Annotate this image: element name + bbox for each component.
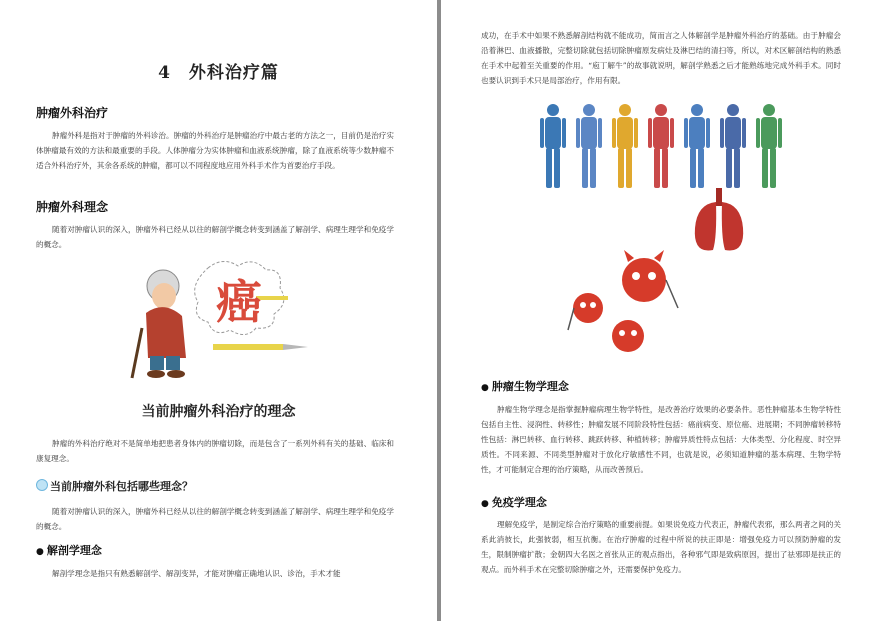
body-figure (720, 104, 746, 188)
body-figure (684, 104, 710, 188)
body-figure (612, 104, 638, 188)
paragraph-anatomy-continued: 成功，在手术中如果不熟悉解剖结构就不能成功，简而言之人体解剖学是肿瘤外科治疗的基础。由于肿瘤会沿着淋巴、血液播散，完整切除就包括切除肿瘤原发病灶及淋巴结的清扫等，所以，对术区解剖结构的熟悉在手术中起着至关重要的作用。“庖丁解牛”的故事就说明，解剖学熟悉之后才能熟练地完成外科手术。同时也要认识到手术只是局部治疗，作用有限。 (481, 31, 841, 85)
body-figure (648, 104, 674, 188)
anatomy-heading: ● 解剖学理念 (36, 542, 102, 558)
illustration-lungs (689, 188, 749, 258)
paragraph-anatomy: 解剖学理念是指只有熟悉解剖学、解剖变异，才能对肿瘤正确地认识、诊治，手术才能 (52, 569, 341, 578)
paragraph-immune: 理解免疫学，是制定综合治疗策略的重要前提。如果说免疫力代表正，肿瘤代表邪，那么两者之间的关系此消彼长，此强彼弱，相互抗衡。在治疗肿瘤的过程中所说的扶正即是：增强免疫力可以预防肿瘤的发生，限制肿瘤扩散；金朝四大名医之首张从正的观点指出，各种邪气即是致病原因，提出了祛邪即是扶正的观点。而外科手术在完整切除肿瘤之外，还需要保护免疫力。 (481, 520, 841, 574)
body-figure (576, 104, 602, 188)
cancer-character: 癌 (216, 275, 262, 329)
big-heading-current-concept: 当前肿瘤外科治疗的理念 (141, 404, 296, 420)
section-heading-tumor-surgery: 肿瘤外科治疗 (36, 106, 109, 120)
illustration-body-systems (539, 102, 787, 190)
bubble-icon (36, 479, 48, 491)
section-heading-concept: 肿瘤外科理念 (36, 200, 109, 214)
bio-heading: ● 肿瘤生物学理念 (481, 378, 569, 394)
illustration-elderly-cancer (128, 258, 318, 388)
chapter-title: 4 外科治疗篇 (158, 63, 279, 83)
body-figure (540, 104, 566, 188)
paragraph-bio: 肿瘤生物学理念是指掌握肿瘤病理生物学特性，是改善治疗效果的必要条件。恶性肿瘤基本生物学特性包括自主性、浸润性、转移性；肿瘤发展不同阶段特性包括：癌前病变、原位癌、进展期；不同肿瘤转移特性包括：淋巴转移、血行转移、跳跃转移、种植转移；肿瘤异质性特点包括：大体类型、分化程度、时空异质性。不同来源、不同类型肿瘤对于放化疗敏感性不同，也就是说，必须知道肿瘤的基本病理、生物学特性，才可能制定合理的治疗策略，从而改善预后。 (481, 405, 841, 474)
body-figure (756, 104, 782, 188)
question-heading-text: 当前肿瘤外科包括哪些理念？ (50, 480, 193, 493)
paragraph-current-concept: 肿瘤的外科治疗绝对不是简单地把患者身体内的肿瘤切除，而是包含了一系列外科有关的基础、临床和康复理念。 (36, 439, 394, 463)
right-page (441, 0, 878, 621)
question-heading (36, 478, 193, 494)
left-page (0, 0, 437, 621)
paragraph-tumor-surgery: 肿瘤外科是指对于肿瘤的外科诊治。肿瘤的外科治疗是肿瘤治疗中最古老的方法之一，目前仍是治疗实体肿瘤最有效的方法和最重要的手段。人体肿瘤分为实体肿瘤和血液系统肿瘤，除了血液系统等少数肿瘤不适合外科治疗外，其余各系统的肿瘤，都可以不同程度地应用外科手术作为首要治疗手段。 (36, 131, 394, 170)
illustration-cancer-devils (566, 250, 686, 362)
paragraph-question: 随着对肿瘤认识的深入，肿瘤外科已经从以往的解剖学概念转变到涵盖了解剖学、病理生理学和免疫学的概念。 (36, 507, 394, 531)
paragraph-concept: 随着对肿瘤认识的深入，肿瘤外科已经从以往的解剖学概念转变到涵盖了解剖学、病理生理学和免疫学的概念。 (36, 225, 394, 249)
immune-heading: ● 免疫学理念 (481, 494, 547, 510)
